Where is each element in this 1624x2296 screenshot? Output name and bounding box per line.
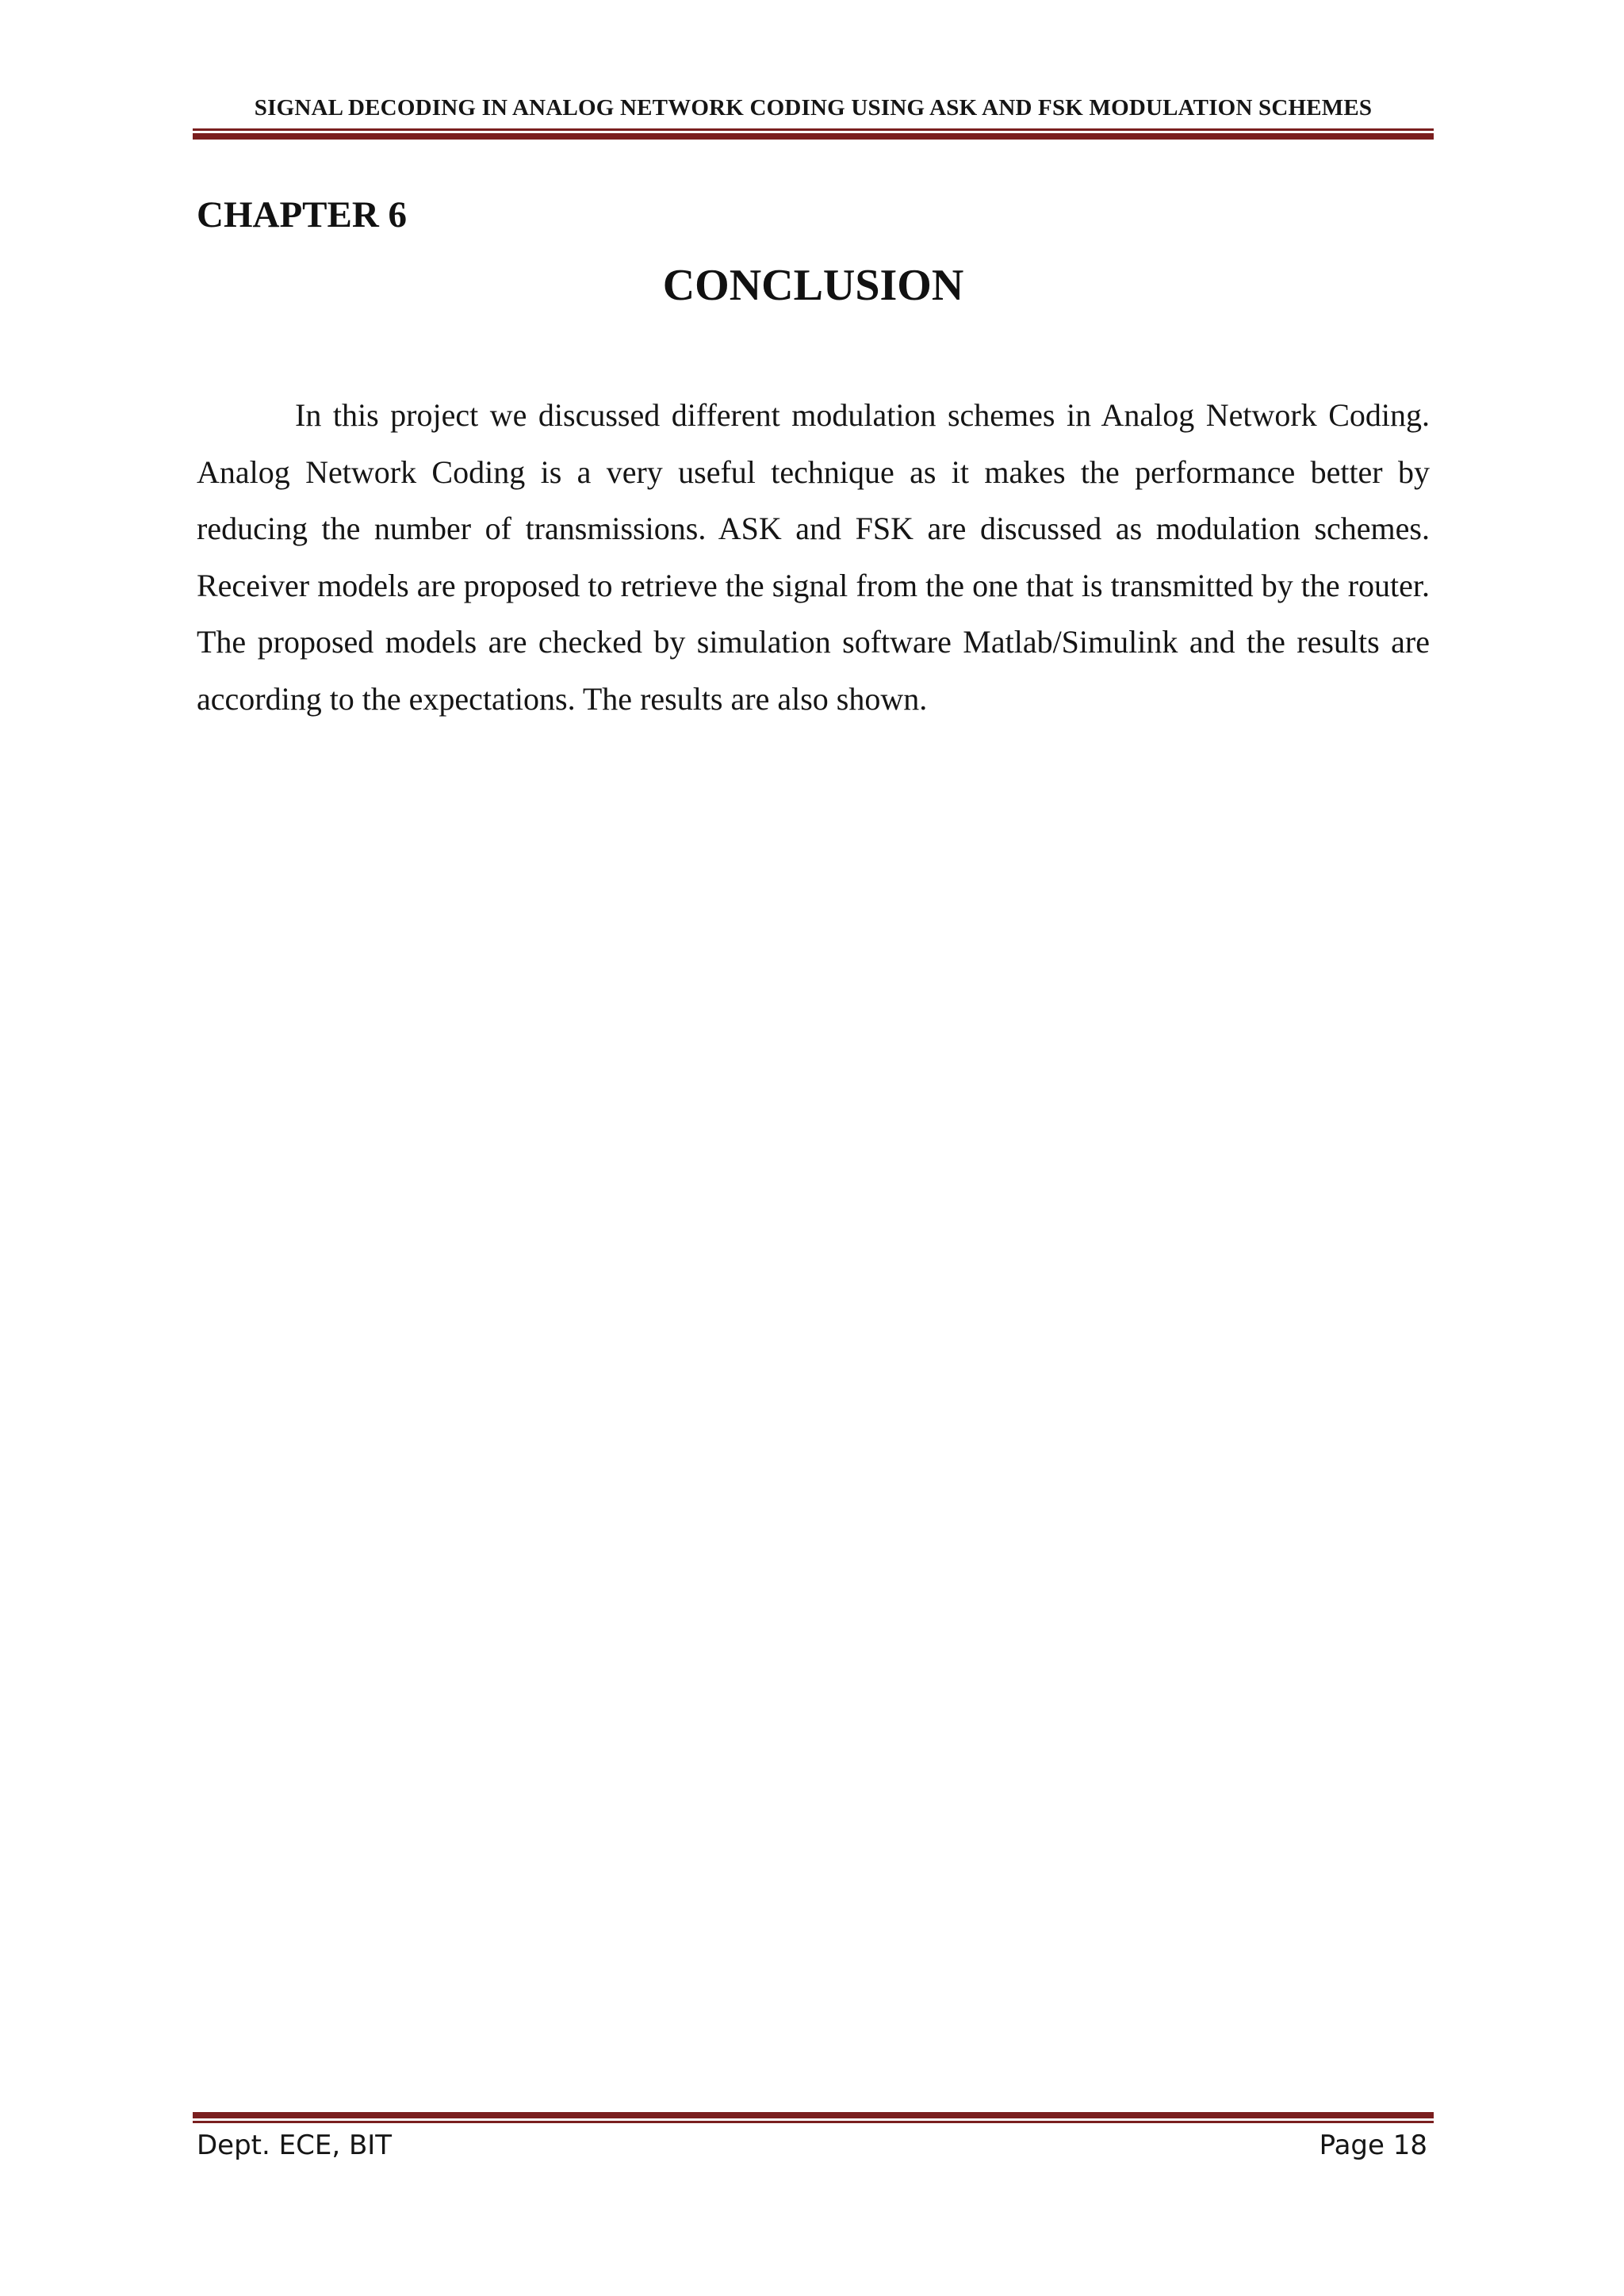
conclusion-paragraph: In this project we discussed different modulation schemes in Analog Network Coding. Analog Network Coding is a very useful technique as it makes the performance better by reducing the number of transmissions. ASK and FSK are discussed as modulation schemes. Receiver models are proposed to retrieve the signal from the one that is transmitted by the router. The proposed models are checked by simulation software Matlab/Simulink and the results are according to the expectations. The results are also shown. xyxy=(197,397,1430,717)
footer-department: Dept. ECE, BIT xyxy=(197,2130,393,2161)
footer-rule-thin-line xyxy=(193,2121,1434,2123)
running-header: SIGNAL DECODING IN ANALOG NETWORK CODING USING ASK AND FSK MODULATION SCHEMES xyxy=(254,95,1373,121)
header-rule xyxy=(193,128,1434,141)
header-rule-thin-line xyxy=(193,128,1434,131)
footer-page-number: Page 18 xyxy=(1319,2130,1427,2161)
footer-rule-thick-line xyxy=(193,2112,1434,2118)
chapter-title: CONCLUSION xyxy=(662,261,964,310)
chapter-label: CHAPTER 6 xyxy=(197,194,408,235)
footer-rule xyxy=(193,2112,1434,2125)
header-rule-thick-line xyxy=(193,133,1434,140)
